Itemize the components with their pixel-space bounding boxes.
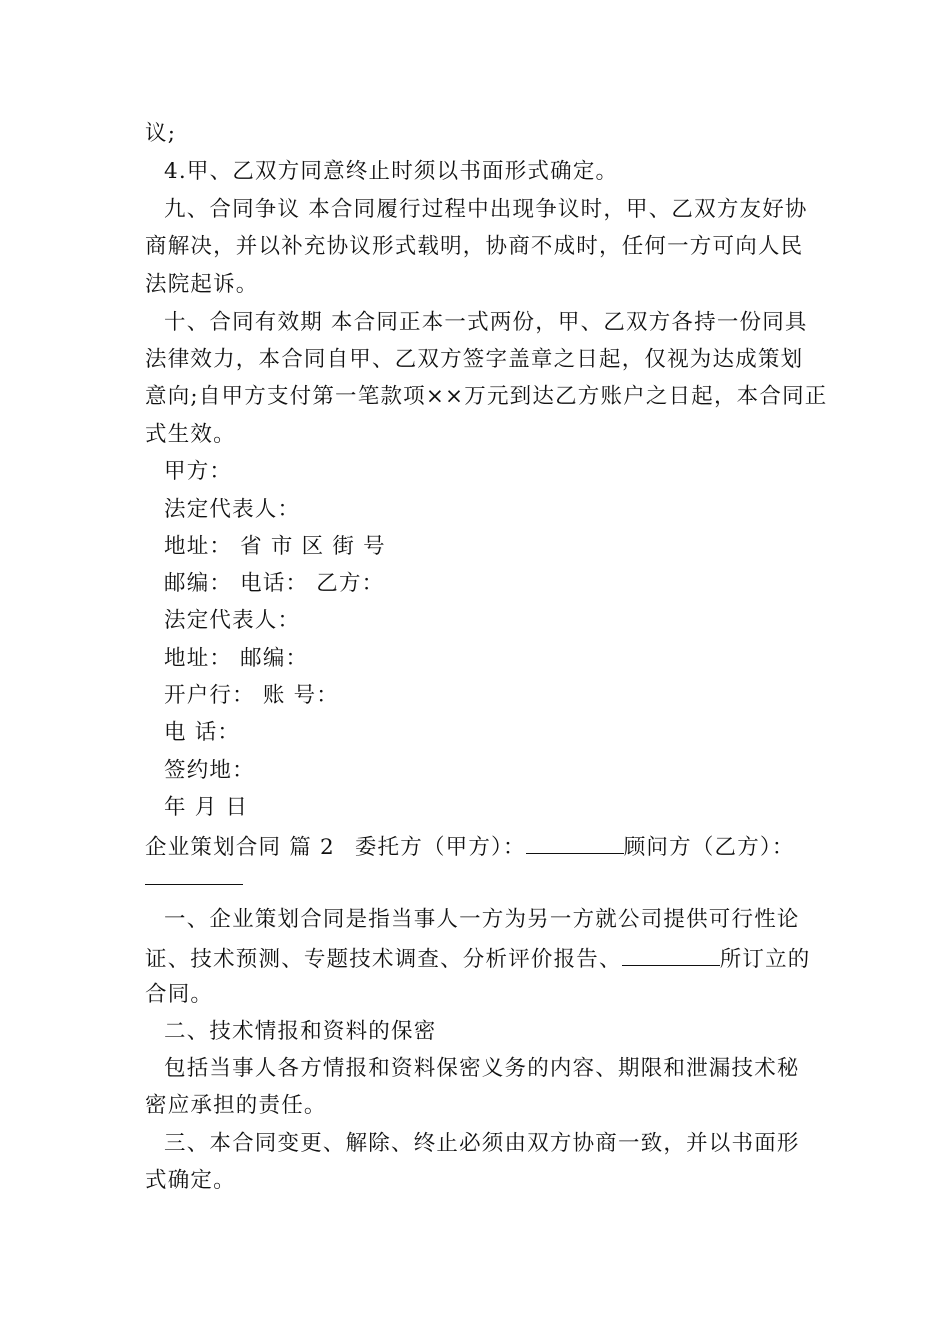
party-b-line	[145, 862, 243, 893]
text-line: 签约地：	[164, 758, 255, 783]
text-segment: 证、技术预测、专题技术调查、分析评价报告、	[145, 947, 622, 972]
text-line	[145, 943, 811, 974]
text-line: 一、企业策划合同是指当事人一方为另一方就公司提供可行性论	[164, 907, 800, 932]
party-b-blank	[145, 862, 243, 885]
text-line: 4.甲、乙双方同意终止时须以书面形式确定。	[164, 159, 619, 184]
text-line: 年 月 日	[164, 795, 249, 820]
contract-2-heading	[145, 831, 795, 862]
text-line: 商解决，并以补充协议形式载明，协商不成时，任何一方可向人民	[145, 234, 804, 259]
party-a-label: 委托方（甲方）：	[354, 835, 526, 860]
text-line: 开户行： 账 号：	[164, 683, 339, 708]
text-line: 十、合同有效期 本合同正本一式两份，甲、乙双方各持一份同具	[164, 310, 808, 335]
text-line: 法院起诉。	[145, 272, 259, 297]
text-line: 议;	[145, 121, 177, 146]
text-line: 九、合同争议 本合同履行过程中出现争议时，甲、乙双方友好协	[164, 197, 808, 222]
text-line: 法定代表人：	[164, 497, 301, 522]
contract-2-title: 企业策划合同 篇 2	[145, 835, 335, 860]
text-line: 式确定。	[145, 1168, 236, 1193]
text-line: 邮编： 电话： 乙方：	[164, 571, 385, 596]
text-line: 三、本合同变更、解除、终止必须由双方协商一致，并以书面形	[164, 1131, 800, 1156]
section-heading: 二、技术情报和资料的保密	[164, 1019, 437, 1044]
text-line: 合同。	[145, 982, 214, 1007]
text-line: 式生效。	[145, 422, 236, 447]
text-line: 甲方：	[164, 459, 233, 484]
text-segment: 所订立的	[719, 947, 811, 972]
party-a-blank	[526, 831, 624, 854]
party-b-label: 顾问方（乙方）：	[623, 835, 795, 860]
text-line: 电 话：	[164, 720, 241, 745]
text-line: 包括当事人各方情报和资料保密义务的内容、期限和泄漏技术秘	[164, 1056, 800, 1081]
text-line: 意向;自甲方支付第一笔款项××万元到达乙方账户之日起，本合同正	[145, 384, 828, 409]
text-line: 法定代表人：	[164, 608, 301, 633]
text-line: 地址： 邮编：	[164, 646, 309, 671]
text-line: 法律效力，本合同自甲、乙双方签字盖章之日起，仅视为达成策划	[145, 347, 804, 372]
text-line: 地址： 省 市 区 街 号	[164, 534, 386, 559]
text-line: 密应承担的责任。	[145, 1093, 327, 1118]
report-blank	[622, 943, 720, 966]
